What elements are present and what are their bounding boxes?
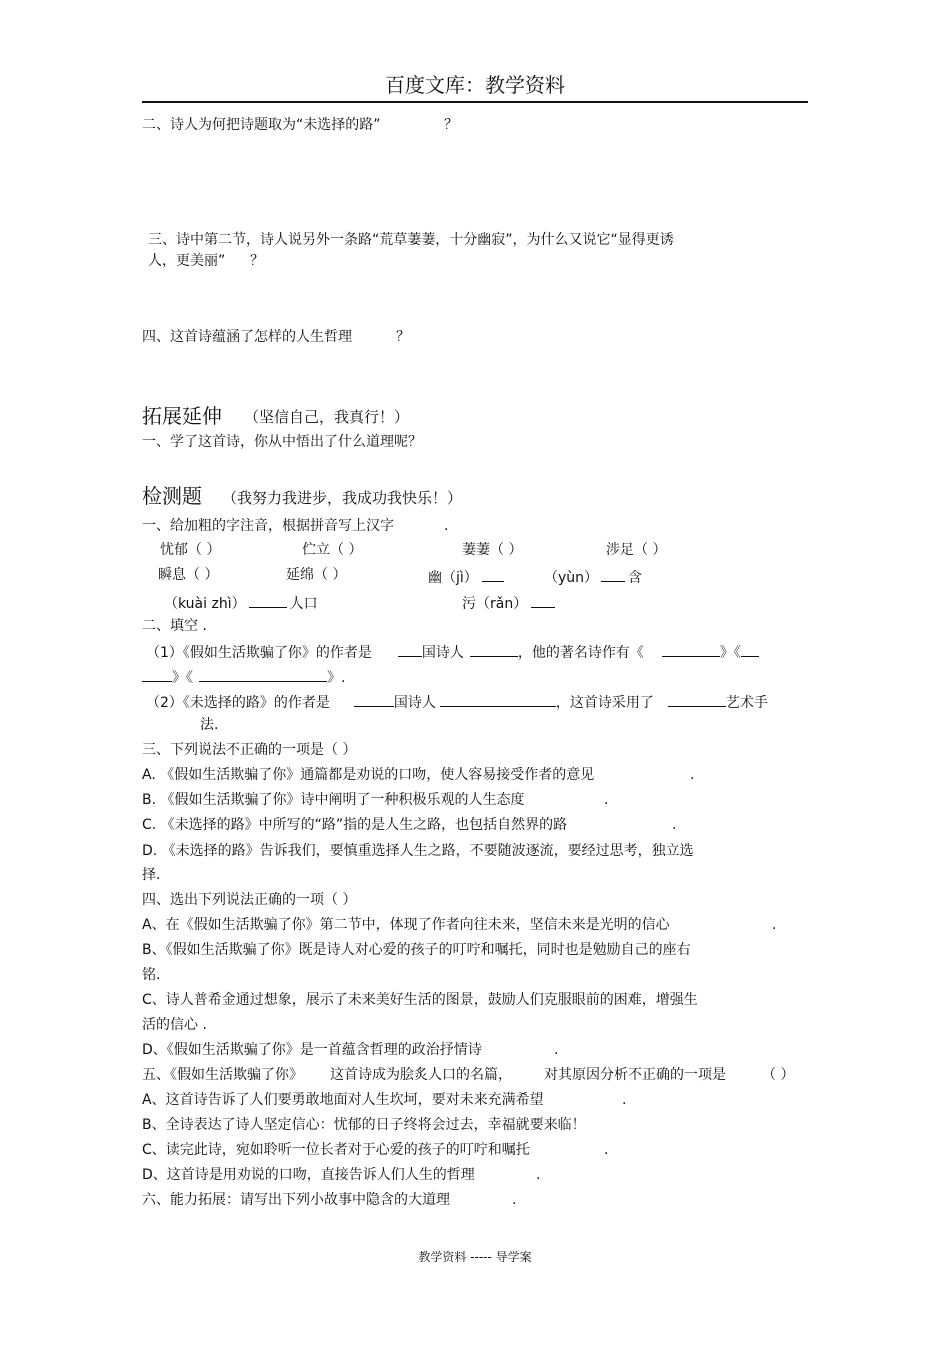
part6-heading-dot: . xyxy=(512,1192,517,1208)
part6-heading: 六、能力拓展：请写出下列小故事中隐含的大道理 xyxy=(142,1192,450,1208)
part5-heading-c: 对其原因分析不正确的一项是 xyxy=(544,1067,726,1083)
test-title: 检测题 xyxy=(142,484,202,508)
part4-option-c-line2: 活的信心 . xyxy=(142,1017,207,1033)
part5-heading-d: （ ） xyxy=(762,1067,795,1083)
part5-option-a: A、这首诗告诉了人们要勇敢地面对人生坎坷，要对未来充满希望 xyxy=(142,1092,544,1108)
test-subtitle: （我努力我进步，我成功我快乐！） xyxy=(222,489,463,507)
part1-heading-dot: . xyxy=(444,518,449,534)
pinyin-item-10 xyxy=(462,592,555,613)
part3-option-d-line1: D. 《未选择的路》告诉我们，要慎重选择人生之路，不要随波逐流，要经过思考，独立选 xyxy=(142,843,694,859)
fill-2-technique: ，这首诗采用了 xyxy=(555,695,654,711)
part4-option-a: A、在《假如生活欺骗了你》第二节中，体现了作者向往未来，坚信未来是光明的信心 xyxy=(142,917,670,933)
part5-heading-a: 五、《假如生活欺骗了你》 xyxy=(142,1067,303,1083)
answer-blank[interactable] xyxy=(531,592,555,608)
header-rule xyxy=(142,101,808,103)
answer-blank[interactable] xyxy=(199,666,327,682)
answer-blank[interactable] xyxy=(354,691,394,707)
question-2: 二、诗人为何把诗题取为“未选择的路” xyxy=(142,117,381,133)
part5-option-d: D、这首诗是用劝说的口吻，直接告诉人们人生的哲理 xyxy=(142,1167,475,1183)
extension-question-1: 一、学了这首诗，你从中悟出了什么道理呢？ xyxy=(142,434,422,450)
part5-option-c-dot: . xyxy=(604,1142,609,1158)
pinyin-item-10-label: 污（rǎn） xyxy=(462,596,528,612)
part4-option-b-line2: 铭. xyxy=(142,967,161,983)
pinyin-item-8-suffix: 含 xyxy=(628,570,643,586)
part3-option-b-dot: . xyxy=(604,792,609,808)
part2-heading: 二、填空 . xyxy=(142,618,207,634)
part1-heading: 一、给加粗的字注音，根据拼音写上汉字 xyxy=(142,518,394,534)
question-4-mark: ？ xyxy=(396,329,410,345)
part3-option-b: B. 《假如生活欺骗了你》诗中阐明了一种积极乐观的人生态度 xyxy=(142,792,525,808)
fill-1-line1 xyxy=(146,641,759,662)
part3-option-c: C. 《未选择的路》中所写的“路”指的是人生之路，也包括自然界的路 xyxy=(142,817,568,833)
pinyin-item-8 xyxy=(544,566,642,587)
part3-option-c-dot: . xyxy=(672,817,677,833)
pinyin-item-6: 延绵（ ） xyxy=(286,567,347,583)
pinyin-item-7 xyxy=(428,566,504,587)
part3-option-d-line2: 择. xyxy=(142,867,161,883)
question-3-mark: ？ xyxy=(250,253,264,269)
part3-option-a: A. 《假如生活欺骗了你》通篇都是劝说的口吻，使人容易接受作者的意见 xyxy=(142,767,595,783)
answer-blank[interactable] xyxy=(142,666,172,682)
fill-1-prefix: （1）《假如生活欺骗了你》的作者是 xyxy=(146,645,372,661)
fill-1-sep2: 》《 xyxy=(172,670,193,686)
part4-heading: 四、选出下列说法正确的一项（ ） xyxy=(142,892,357,908)
page-footer: 教学资料 ----- 导学案 xyxy=(418,1250,532,1264)
part3-heading: 三、下列说法不正确的一项是（ ） xyxy=(142,742,357,758)
fill-1-line2 xyxy=(142,666,345,687)
part4-option-c-line1: C、诗人普希金通过想象，展示了未来美好生活的图景，鼓励人们克服眼前的困难，增强生 xyxy=(142,992,698,1008)
question-3-line2: 人，更美丽” xyxy=(148,253,226,269)
pinyin-item-9-label: （kuài zhì） xyxy=(164,596,246,612)
pinyin-item-8-label: （yùn） xyxy=(544,570,599,586)
answer-blank[interactable] xyxy=(662,641,720,657)
part3-option-a-dot: . xyxy=(690,767,695,783)
fill-1-sep: 》《 xyxy=(719,645,741,661)
pinyin-item-1: 忧郁（ ） xyxy=(160,542,221,558)
pinyin-item-9 xyxy=(164,592,318,613)
answer-blank[interactable] xyxy=(668,691,726,707)
pinyin-item-5: 瞬息（ ） xyxy=(158,567,219,583)
pinyin-item-7-label: 幽（jì） xyxy=(428,570,478,586)
fill-1-works: ，他的著名诗作有《 xyxy=(517,645,644,661)
part4-option-d-dot: . xyxy=(554,1042,559,1058)
part5-option-c: C、读完此诗，宛如聆听一位长者对于心爱的孩子的叮咛和嘱托 xyxy=(142,1142,530,1158)
answer-blank[interactable] xyxy=(398,641,422,657)
part4-option-d: D、《假如生活欺骗了你》是一首蕴含哲理的政治抒情诗 xyxy=(142,1042,482,1058)
answer-blank[interactable] xyxy=(470,641,518,657)
fill-2-suffix: 艺术手 xyxy=(725,695,768,711)
part5-heading-b: 这首诗成为脍炙人口的名篇， xyxy=(330,1067,512,1083)
answer-blank[interactable] xyxy=(440,691,556,707)
answer-blank[interactable] xyxy=(741,641,759,657)
fill-2-line2: 法. xyxy=(200,717,219,733)
question-2-mark: ？ xyxy=(444,117,458,133)
answer-blank[interactable] xyxy=(249,592,287,608)
extension-subtitle: （坚信自己，我真行！） xyxy=(244,408,410,426)
fill-1-country-suffix: 国诗人 xyxy=(421,645,464,661)
extension-title: 拓展延伸 xyxy=(142,404,222,428)
fill-2-prefix: （2）《未选择的路》的作者是 xyxy=(146,695,330,711)
fill-1-end: 》. xyxy=(327,670,346,686)
page-header-title: 百度文库：教学资料 xyxy=(385,73,565,97)
fill-2-line1 xyxy=(146,691,768,712)
answer-blank[interactable] xyxy=(482,566,504,582)
pinyin-item-2: 伫立（ ） xyxy=(302,542,363,558)
pinyin-item-4: 涉足（ ） xyxy=(606,542,667,558)
question-3-line1: 三、诗中第二节，诗人说另外一条路“荒草萋萋，十分幽寂”，为什么又说它“显得更诱 xyxy=(148,232,674,248)
part4-option-a-dot: . xyxy=(772,917,777,933)
pinyin-item-3: 萋萋（ ） xyxy=(462,542,523,558)
answer-blank[interactable] xyxy=(601,566,625,582)
part4-option-b-line1: B、《假如生活欺骗了你》既是诗人对心爱的孩子的叮咛和嘱托，同时也是勉励自己的座右 xyxy=(142,942,691,958)
question-4: 四、这首诗蕴涵了怎样的人生哲理 xyxy=(142,329,352,345)
part5-option-d-dot: . xyxy=(536,1167,541,1183)
pinyin-item-9-suffix: 人口 xyxy=(289,596,318,612)
part5-option-b: B、全诗表达了诗人坚定信心：忧郁的日子终将会过去，幸福就要来临！ xyxy=(142,1117,586,1133)
part5-option-a-dot: . xyxy=(622,1092,627,1108)
fill-2-country-suffix: 国诗人 xyxy=(393,695,436,711)
